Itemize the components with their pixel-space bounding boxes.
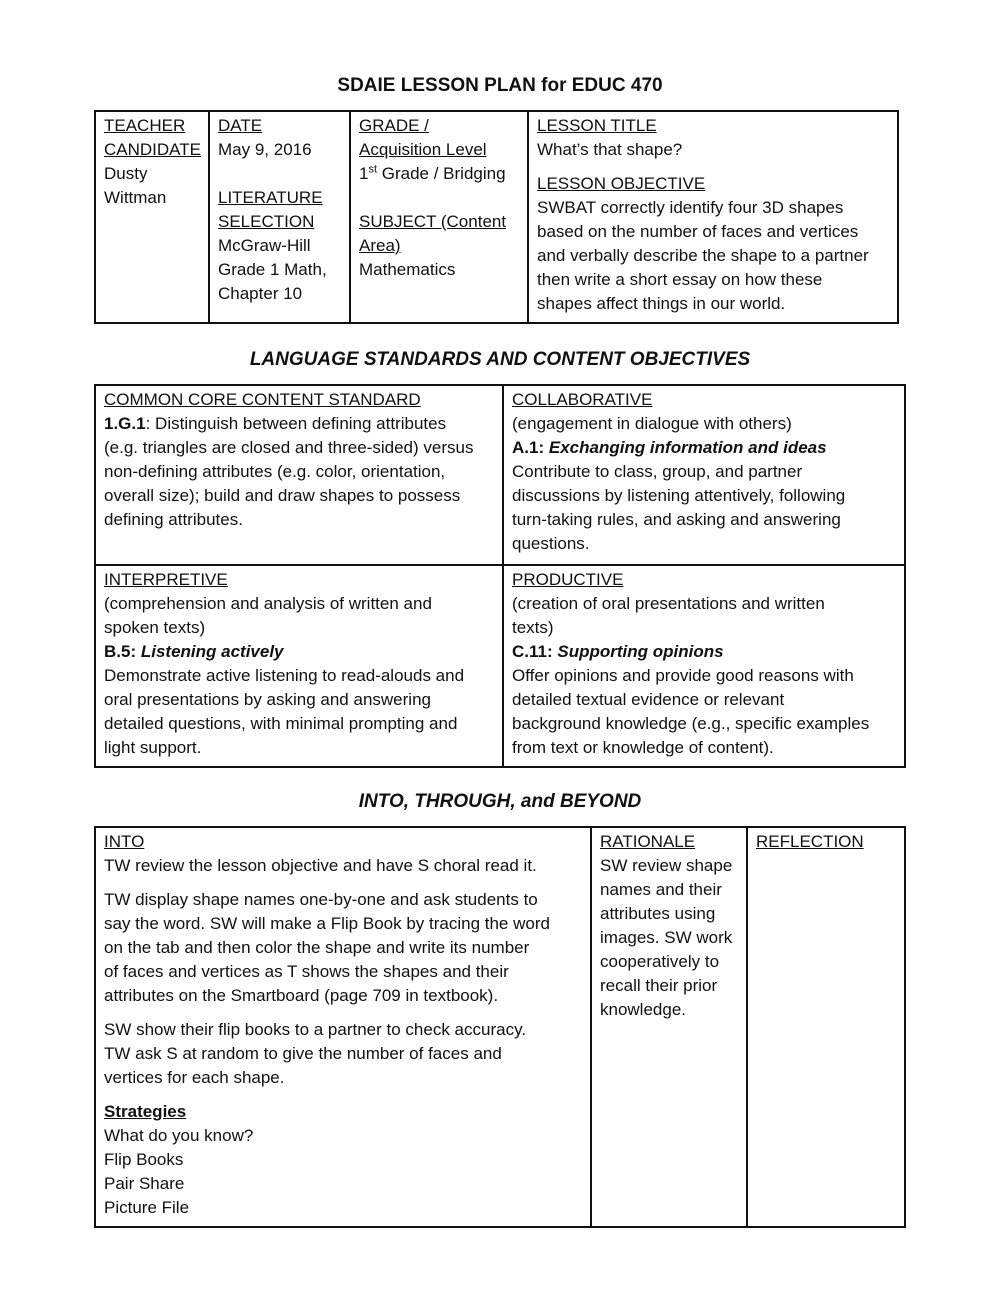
grade-label: GRADE / Acquisition Level [359, 116, 487, 159]
collaborative-cell [503, 385, 905, 565]
interpretive-text: Demonstrate active listening to read-alouds and oral presentations by asking and answering detailed questions, with minimal prompting and light support. [104, 666, 465, 757]
lesson-title-label: LESSON TITLE [537, 116, 657, 135]
into-paragraph-1: TW review the lesson objective and have S choral read it. [104, 856, 537, 875]
grade-cell [350, 111, 528, 323]
into-paragraph-3: SW show their flip books to a partner to check accuracy. TW ask S at random to give the number of faces and vertices for each shape. [104, 1020, 527, 1087]
section-title-itb: INTO, THROUGH, and BEYOND [358, 791, 642, 812]
collaborative-label: COLLABORATIVE [512, 390, 653, 409]
productive-sub: (creation of oral presentations and written texts) [512, 594, 825, 637]
interpretive-standard: B.5: Listening actively [104, 642, 284, 661]
section-title-standards: LANGUAGE STANDARDS AND CONTENT OBJECTIVES [249, 349, 751, 370]
document-title: SDAIE LESSON PLAN for EDUC 470 [337, 75, 663, 96]
list-item: Picture File [104, 1198, 190, 1217]
interpretive-cell [95, 565, 503, 767]
date-cell [209, 111, 350, 323]
teacher-label: TEACHER CANDIDATE [104, 116, 201, 159]
common-core-label: COMMON CORE CONTENT STANDARD [104, 390, 421, 409]
rationale-label: RATIONALE [600, 832, 696, 851]
objective-label: LESSON OBJECTIVE [537, 174, 706, 193]
collaborative-standard: A.1: Exchanging information and ideas [512, 438, 827, 457]
strategies-list [104, 1124, 582, 1220]
productive-label: PRODUCTIVE [512, 570, 624, 589]
productive-standard: C.11: Supporting opinions [512, 642, 724, 661]
interpretive-sub: (comprehension and analysis of written and spoken texts) [104, 594, 432, 637]
literature-value: McGraw-Hill Grade 1 Math, Chapter 10 [218, 236, 327, 303]
rationale-cell [591, 827, 747, 1227]
interpretive-label: INTERPRETIVE [104, 570, 228, 589]
list-item: Flip Books [104, 1150, 184, 1169]
lesson-cell [528, 111, 898, 323]
common-core-text: 1.G.1: Distinguish between defining attributes (e.g. triangles are closed and three-sided) versus non-defining attributes (e.g. color, orientation, overall size); build and draw shapes to possess defining attributes. [104, 414, 474, 529]
into-cell [95, 827, 591, 1227]
into-paragraph-2: TW display shape names one-by-one and ask students to say the word. SW will make a Flip Book by tracing the word on the tab and then color the shape and write its number of faces and vertices as T shows the shapes and their attributes on the Smartboard (page 709 in textbook). [104, 890, 550, 1005]
subject-value: Mathematics [359, 260, 456, 279]
grade-value: 1st Grade / Bridging [359, 163, 506, 183]
collaborative-sub: (engagement in dialogue with others) [512, 414, 792, 433]
productive-cell [503, 565, 905, 767]
header-table [94, 110, 899, 324]
literature-label: LITERATURE SELECTION [218, 188, 323, 231]
strategies-label: Strategies [104, 1102, 187, 1121]
into-label: INTO [104, 832, 145, 851]
list-item: Pair Share [104, 1174, 185, 1193]
objective-text: SWBAT correctly identify four 3D shapes based on the number of faces and vertices and verbally describe the shape to a partner then write a short essay on how these shapes affect things in our world. [537, 198, 869, 313]
collaborative-text: Contribute to class, group, and partner discussions by listening attentively, following turn-taking rules, and asking and answering questions. [512, 462, 846, 553]
date-label: DATE [218, 116, 263, 135]
productive-text: Offer opinions and provide good reasons with detailed textual evidence or relevant background knowledge (e.g., specific examples from text or knowledge of content). [512, 666, 870, 757]
date-value: May 9, 2016 [218, 140, 312, 159]
standards-table [94, 384, 906, 768]
reflection-cell [747, 827, 905, 1227]
teacher-cell [95, 111, 209, 323]
rationale-text: SW review shape names and their attributes using images. SW work cooperatively to recall their prior knowledge. [600, 856, 733, 1019]
subject-label: SUBJECT (Content Area) [359, 212, 507, 255]
teacher-name: Dusty Wittman [104, 164, 167, 207]
lesson-title: What’s that shape? [537, 140, 683, 159]
itb-table [94, 826, 906, 1228]
common-core-cell [95, 385, 503, 565]
list-item: What do you know? [104, 1126, 254, 1145]
reflection-label: REFLECTION [756, 832, 864, 851]
